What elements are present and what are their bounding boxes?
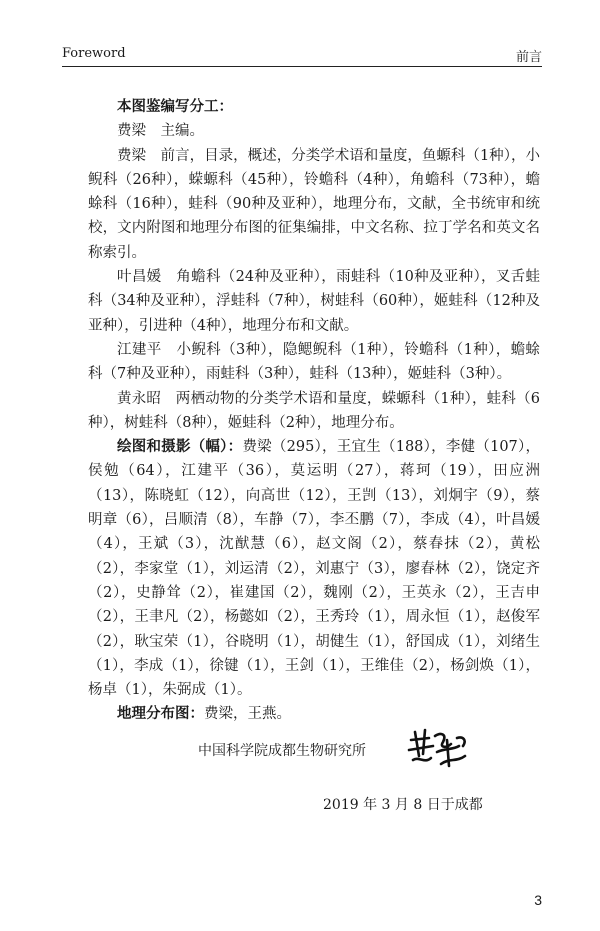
photo-credits-label: 绘图和摄影（幅）： <box>117 438 243 456</box>
foreword-body <box>88 95 540 727</box>
running-header <box>62 44 542 67</box>
paragraph-editor: 费梁 主编。 <box>117 123 204 140</box>
page-number: 3 <box>534 892 542 908</box>
paragraph-fei-liang: 费梁 前言，目录，概述，分类学术语和量度，鱼螈科（1种），小鲵科（26种），蝾螈科（45种），铃蟾科（4种），角蟾科（73种），蟾蜍科（16种），蛙科（90种及亚种），地理分布，文献，全书统审和统校，文内附图和地理分布图的征集编排，中文名称、拉丁学名和英文名称索引。 <box>88 147 540 261</box>
map-credits-text: 费梁，王燕。 <box>204 706 291 723</box>
institution-name: 中国科学院成都生物研究所 <box>198 743 366 759</box>
paragraph-map-credits <box>88 702 540 726</box>
paragraph-huang-yongzhao: 黄永昭 两栖动物的分类学术语和量度，蝾螈科（1种），蛙科（6种），树蛙科（8种），姬蛙科（2种），地理分布。 <box>88 390 540 431</box>
map-credits-label: 地理分布图： <box>117 705 204 723</box>
photo-credits-text: 费梁（295），王宜生（188），李健（107），侯勉（64），江建平（36），莫运明（27），蒋珂（19），田应洲（13），陈晓虹（12），向高世（12），王剀（13），刘炯宇（9），蔡明章（6），吕顺清（8），车静（7），李丕鹏（7），李成（4），叶昌媛（4），王斌（3），沈猷慧（6），赵文阁（2），蔡春抹（2），黄松（2），李家堂（1），刘运清（2），刘惠宁（3），廖春林（2），饶定齐（2），史静耸（2），崔建国（2），魏刚（2），王英永（2），王吉申（2），王聿凡（2），杨懿如（2），王秀玲（1），周永恒（1），赵俊军（2），耿宝荣（1），谷晓明（1），胡健生（1），舒国成（1），刘绪生（1），李成（1），徐键（1），王剑（1），王维佳（2），杨剑焕（1），杨卓（1），朱弼成（1）。 <box>88 439 540 699</box>
paragraph-photo-credits <box>88 435 540 702</box>
paragraph-ye-changyuan: 叶昌媛 角蟾科（24种及亚种），雨蛙科（10种及亚种），叉舌蛙科（34种及亚种），浮蛙科（7种），树蛙科（60种），姬蛙科（12种及亚种），引进种（4种），地理分布和文献。 <box>88 269 540 334</box>
header-right-title: 前言 <box>515 50 542 65</box>
handwritten-signature <box>407 726 477 770</box>
section-title: 本图鉴编写分工： <box>117 98 233 115</box>
paragraph-jiang-jianping: 江建平 小鲵科（3种），隐鳃鲵科（1种），铃蟾科（1种），蟾蜍科（7种及亚种），雨蛙科（3种），蛙科（13种），姬蛙科（3种）。 <box>88 341 540 383</box>
header-left-title: Foreword <box>62 46 126 61</box>
signature-date: 2019 年 3 月 8 日于成都 <box>323 797 483 813</box>
